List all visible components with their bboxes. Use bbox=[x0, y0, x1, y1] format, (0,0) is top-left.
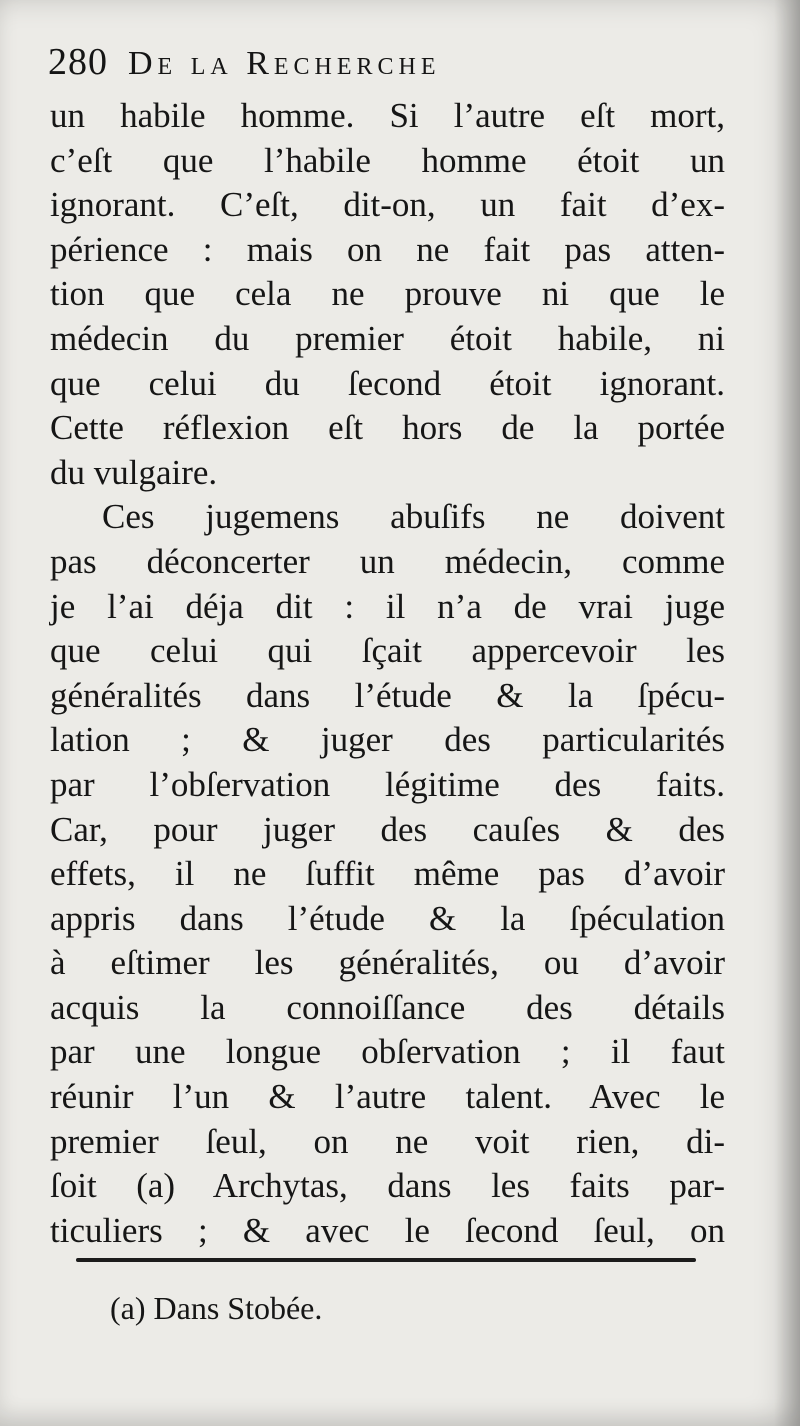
text-line: je l’ai déja dit : il n’a de vrai juge bbox=[50, 586, 725, 626]
text-line: c’eſt que l’habile homme étoit un bbox=[50, 140, 725, 180]
text-line: à eſtimer les généralités, ou d’avoir bbox=[50, 943, 725, 983]
text-line: effets, il ne ſuffit même pas d’avoir bbox=[50, 854, 725, 894]
text-line: premier ſeul, on ne voit rien, di- bbox=[50, 1121, 725, 1161]
text-line: médecin du premier étoit habile, ni bbox=[50, 318, 725, 358]
text-line: du vulgaire. bbox=[50, 452, 218, 492]
page-header bbox=[48, 40, 760, 92]
text-line: par une longue obſervation ; il faut bbox=[50, 1032, 725, 1072]
text-line: ſoit (a) Archytas, dans les faits par- bbox=[50, 1166, 725, 1206]
text-line: Cette réflexion eſt hors de la portée bbox=[50, 408, 725, 448]
text-line: tion que cela ne prouve ni que le bbox=[50, 274, 725, 314]
text-line: réunir l’un & l’autre talent. Avec le bbox=[50, 1077, 725, 1117]
text-line: Car, pour juger des cauſes & des bbox=[50, 809, 725, 849]
footnote: (a) Dans Stobée. bbox=[110, 1290, 323, 1326]
text-line: ignorant. C’eſt, dit-on, un fait d’ex- bbox=[50, 185, 725, 225]
body-text bbox=[50, 94, 725, 1253]
footnote-rule bbox=[76, 1258, 696, 1262]
text-line: que celui qui ſçait appercevoir les bbox=[50, 631, 725, 671]
running-title: De la Recherche bbox=[128, 45, 441, 82]
text-line: que celui du ſecond étoit ignorant. bbox=[50, 363, 725, 403]
text-line: par l’obſervation légitime des faits. bbox=[50, 764, 725, 804]
text-line: périence : mais on ne fait pas atten- bbox=[50, 229, 725, 269]
text-line: acquis la connoiſſance des détails bbox=[50, 987, 725, 1027]
text-line: généralités dans l’étude & la ſpécu- bbox=[50, 675, 725, 715]
text-line: ticuliers ; & avec le ſecond ſeul, on bbox=[50, 1210, 725, 1250]
text-line: appris dans l’étude & la ſpéculation bbox=[50, 898, 725, 938]
text-line: un habile homme. Si l’autre eſt mort, bbox=[50, 96, 725, 135]
page-edge-shadow bbox=[774, 0, 800, 1426]
text-line: Ces jugemens abuſifs ne doivent bbox=[102, 497, 725, 537]
text-line: lation ; & juger des particularités bbox=[50, 720, 725, 760]
page-number: 280 bbox=[48, 41, 108, 83]
text-line: pas déconcerter un médecin, comme bbox=[50, 541, 725, 581]
